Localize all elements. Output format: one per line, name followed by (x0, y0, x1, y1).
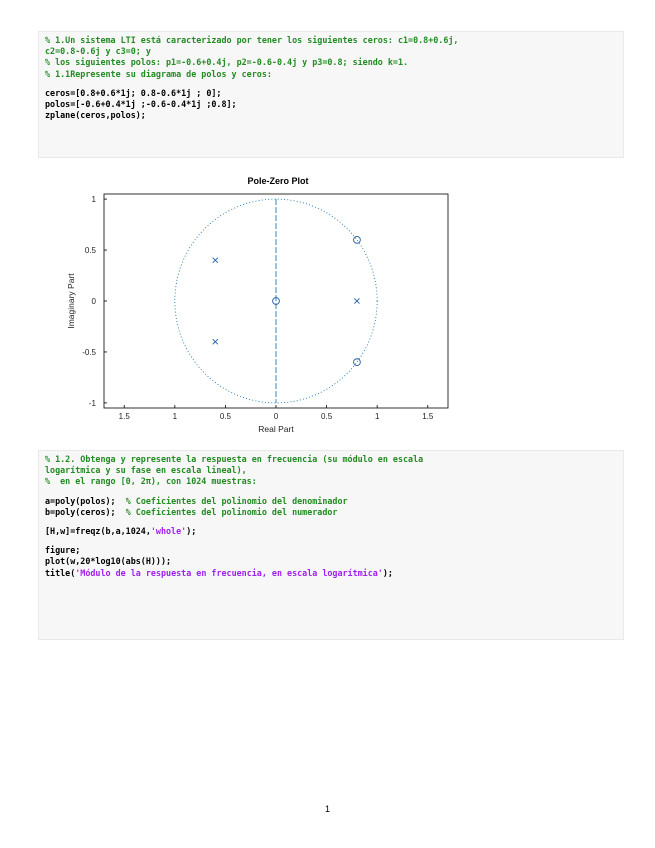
code-line (45, 556, 617, 567)
code-line (45, 35, 617, 46)
x-tick-label: 0.5 (321, 412, 333, 421)
code-line (45, 488, 617, 496)
code-line (45, 507, 617, 518)
plot-title: Pole-Zero Plot (247, 176, 309, 186)
x-tick-label: 0 (273, 412, 279, 421)
pole-zero-markers (213, 236, 361, 365)
pole-zero-plot (60, 172, 460, 452)
code-line (45, 88, 617, 99)
code-string: 'whole' (150, 525, 187, 536)
pole-marker (213, 339, 218, 344)
code-comment: c2=0.8-0.6j y c3=0; y (45, 46, 151, 57)
code-string: 'Módulo de la respuesta en frecuencia, en escala logarítmica' (75, 567, 383, 578)
code-line (45, 537, 617, 545)
code-token: ); (186, 525, 197, 536)
code-comment: % 1.2. Obtenga y represente la respuesta en frecuencia (su módulo en escala (45, 454, 424, 464)
code-token: polos=[-0.6+0.4*1j ;-0.6-0.4*1j ;0.8]; (45, 98, 237, 109)
code-comment: % Coeficientes del polinomio del numerador (125, 506, 338, 517)
code-cell-1 (38, 31, 624, 158)
code-line (45, 80, 617, 88)
code-token: zplane(ceros,polos); (45, 110, 146, 121)
zero-marker (354, 359, 361, 366)
code-line (45, 518, 617, 526)
code-token: b=poly(ceros); (45, 506, 126, 517)
code-comment: % 1.Un sistema LTI está caracterizado por tener los siguientes ceros: c1=0.8+0.6j, (45, 35, 459, 45)
code-token: [H,w]=freqz(b,a,1024, (45, 525, 151, 536)
zero-marker (354, 236, 361, 243)
code-line (45, 526, 617, 537)
code-line (45, 465, 617, 476)
code-token: title( (45, 567, 76, 578)
code-comment: % los siguientes polos: p1=-0.6+0.4j, p2=-0.6-0.4j y p3=0.8; siendo k=1. (45, 57, 409, 68)
y-axis-label: Imaginary Part (66, 273, 76, 329)
code-line (45, 476, 617, 487)
unit-circle (175, 199, 377, 403)
pole-marker (354, 298, 359, 303)
x-axis-label: Real Part (258, 424, 294, 434)
code-token: ceros=[0.8+0.6*1j; 0.8-0.6*1j ; 0]; (45, 87, 222, 98)
code-line (45, 110, 617, 121)
y-tick-label: 1 (91, 195, 96, 205)
code-line (45, 46, 617, 57)
pole-zero-figure (60, 172, 460, 452)
code-token: a=poly(polos); (45, 495, 126, 506)
code-line (45, 545, 617, 556)
page-number: 1 (324, 804, 330, 814)
y-tick-label: 0 (91, 297, 96, 306)
code-token: ); (382, 567, 393, 578)
axis-ticks (82, 195, 434, 421)
code-comment: % en el rango [0, 2π), con 1024 muestras: (45, 476, 257, 487)
code-line (45, 99, 617, 110)
code-comment: logarítmica y su fase en escala lineal), (45, 465, 247, 476)
code-token: plot(w,20*log10(abs(H))); (45, 556, 172, 567)
y-tick-label: -0.5 (82, 347, 96, 357)
y-tick-label: -1 (88, 398, 96, 408)
code-line (45, 568, 617, 579)
code-line (45, 454, 617, 465)
code-comment: % Coeficientes del polinomio del denominador (125, 495, 348, 506)
x-tick-label: 0.5 (219, 412, 231, 421)
x-tick-label: 1.5 (422, 412, 434, 421)
code-comment: % 1.1Represente su diagrama de polos y ceros: (45, 68, 272, 79)
x-tick-label: 1 (172, 412, 178, 421)
x-tick-label: 1.5 (118, 412, 130, 421)
y-tick-label: 0.5 (84, 246, 96, 256)
code-line (45, 69, 617, 80)
x-tick-label: 1 (374, 412, 380, 421)
code-line (45, 57, 617, 68)
pole-marker (213, 258, 218, 263)
code-token: figure; (45, 545, 81, 556)
code-line (45, 496, 617, 507)
code-cell-2 (38, 450, 624, 640)
